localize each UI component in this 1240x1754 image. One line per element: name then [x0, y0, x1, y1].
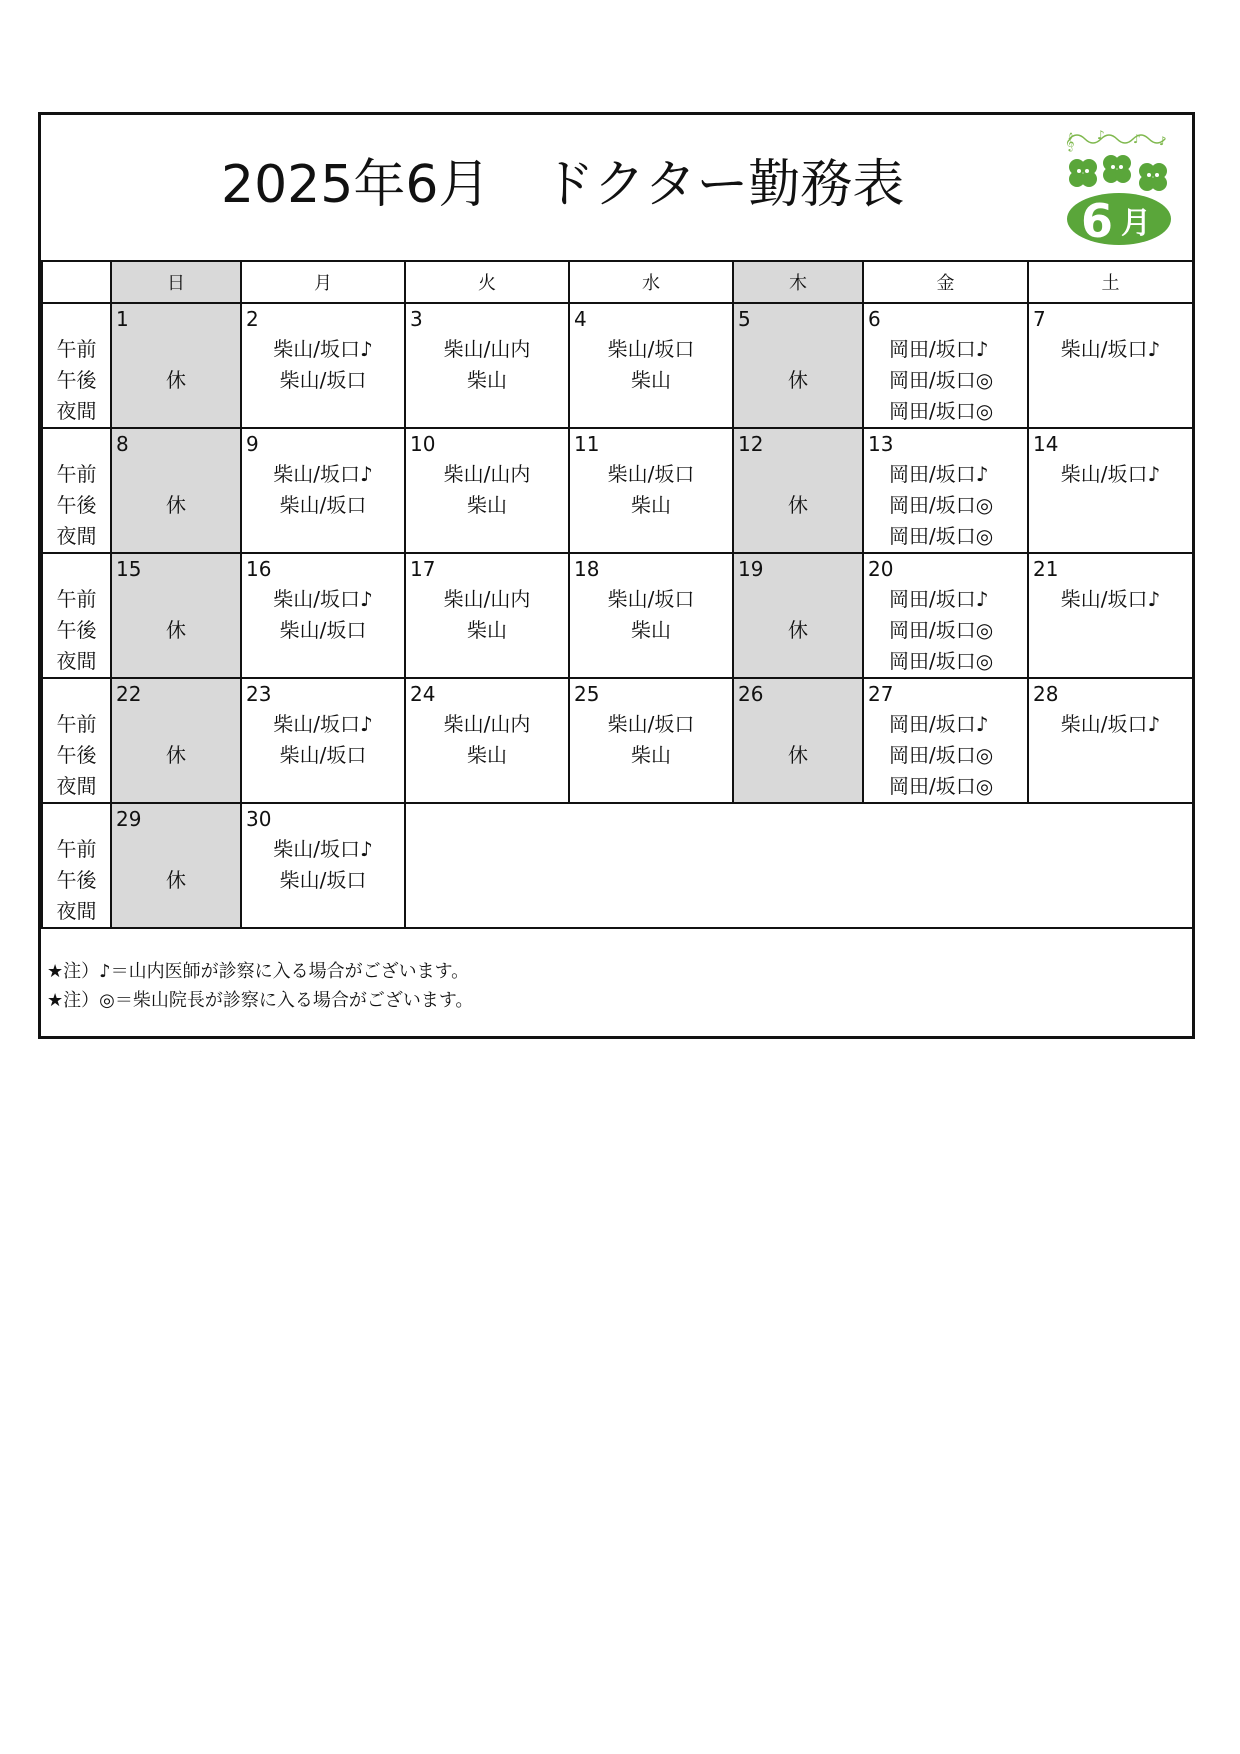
day-number: 3 — [410, 307, 423, 331]
shift-entry — [1029, 646, 1192, 677]
shift-entry: 岡田/坂口♪ — [889, 337, 989, 361]
shift-entry: 柴山/坂口♪ — [273, 712, 373, 736]
week-row — [42, 303, 1193, 428]
empty-cell — [405, 803, 1193, 928]
shift-entry — [112, 646, 240, 677]
shift-entry: 柴山/山内 — [443, 462, 531, 486]
day-cell — [733, 678, 863, 803]
slot-label: 夜間 — [56, 774, 97, 798]
shift-entry: 岡田/坂口◎ — [889, 493, 994, 517]
shift-entry — [112, 771, 240, 802]
shift-entry: 柴山/坂口♪ — [1060, 462, 1161, 486]
day-cell — [1028, 428, 1193, 553]
day-cell — [111, 553, 241, 678]
shift-entry: 柴山/坂口♪ — [1060, 337, 1161, 361]
day-number: 4 — [574, 307, 587, 331]
shift-entry: 柴山/山内 — [443, 712, 531, 736]
slot-label: 午前 — [56, 462, 97, 486]
shift-entry — [570, 771, 732, 802]
weekday-header: 土 — [1028, 261, 1193, 303]
day-cell — [863, 553, 1028, 678]
slot-label: 午後 — [56, 868, 97, 892]
day-cell — [569, 678, 733, 803]
week-row — [42, 553, 1193, 678]
day-number: 5 — [738, 307, 751, 331]
shift-entry: 岡田/坂口◎ — [889, 774, 994, 798]
shift-entry: 岡田/坂口◎ — [889, 649, 994, 673]
shift-entry — [1029, 771, 1192, 802]
shift-entry: 岡田/坂口♪ — [889, 587, 989, 611]
slot-label: 午前 — [56, 837, 97, 861]
day-number: 30 — [246, 807, 272, 831]
day-cell — [241, 428, 405, 553]
shift-entry — [242, 771, 404, 802]
shift-entry: 柴山/坂口♪ — [273, 462, 373, 486]
slot-labels — [42, 428, 111, 553]
badge-number: 6 — [1081, 194, 1114, 247]
day-cell — [733, 553, 863, 678]
shift-entry — [112, 459, 240, 490]
shift-entry — [112, 334, 240, 365]
slot-label: 夜間 — [56, 899, 97, 923]
shift-entry — [1029, 740, 1192, 771]
shift-entry — [242, 646, 404, 677]
shift-entry — [1029, 490, 1192, 521]
svg-text:♪: ♪ — [1097, 128, 1105, 142]
day-cell — [111, 303, 241, 428]
weekday-header: 木 — [733, 261, 863, 303]
svg-text:𝄞: 𝄞 — [1065, 132, 1075, 151]
shift-entry: 休 — [788, 493, 808, 517]
day-number: 16 — [246, 557, 272, 581]
weekday-header: 日 — [111, 261, 241, 303]
slot-labels — [42, 803, 111, 928]
day-cell — [241, 303, 405, 428]
day-number: 25 — [574, 682, 600, 706]
calendar-table — [41, 260, 1194, 929]
day-cell — [1028, 678, 1193, 803]
shift-entry: 柴山/山内 — [443, 587, 531, 611]
day-cell — [733, 303, 863, 428]
shift-entry: 柴山/山内 — [443, 337, 531, 361]
day-cell — [569, 303, 733, 428]
day-number: 8 — [116, 432, 129, 456]
shift-entry — [734, 584, 862, 615]
day-cell — [241, 678, 405, 803]
slot-label: 午後 — [56, 618, 97, 642]
day-number: 26 — [738, 682, 764, 706]
slot-label: 午前 — [56, 587, 97, 611]
day-cell — [241, 553, 405, 678]
slot-label: 夜間 — [56, 524, 97, 548]
shift-entry: 柴山/坂口♪ — [1060, 712, 1161, 736]
shift-entry — [242, 521, 404, 552]
day-number: 6 — [868, 307, 881, 331]
shift-entry — [1029, 396, 1192, 427]
shift-entry: 柴山/坂口 — [279, 618, 367, 642]
shift-entry: 休 — [166, 618, 186, 642]
header — [41, 115, 1192, 260]
shift-entry: 休 — [788, 368, 808, 392]
day-cell — [111, 803, 241, 928]
shift-entry: 休 — [166, 743, 186, 767]
note-line: ★注）◎＝柴山院長が診察に入る場合がございます。 — [47, 990, 474, 1011]
shift-entry — [734, 334, 862, 365]
day-cell — [569, 428, 733, 553]
shift-entry — [570, 396, 732, 427]
day-cell — [405, 303, 569, 428]
shift-entry — [406, 521, 568, 552]
day-number: 28 — [1033, 682, 1059, 706]
shift-entry: 柴山/坂口 — [607, 712, 695, 736]
shift-entry — [1029, 365, 1192, 396]
shift-entry — [112, 709, 240, 740]
shift-entry — [406, 646, 568, 677]
shift-entry — [570, 646, 732, 677]
shift-entry: 岡田/坂口♪ — [889, 462, 989, 486]
shift-entry — [1029, 521, 1192, 552]
day-cell — [733, 428, 863, 553]
page-title: 2025年6月 ドクター勤務表 — [221, 155, 905, 215]
shift-entry: 岡田/坂口◎ — [889, 618, 994, 642]
day-number: 29 — [116, 807, 142, 831]
day-cell — [405, 553, 569, 678]
day-number: 14 — [1033, 432, 1059, 456]
schedule-sheet — [38, 112, 1195, 1039]
day-number: 20 — [868, 557, 894, 581]
shift-entry — [406, 771, 568, 802]
shift-entry: 休 — [166, 493, 186, 517]
weekday-header: 金 — [863, 261, 1028, 303]
shift-entry — [112, 834, 240, 865]
day-cell — [863, 428, 1028, 553]
slot-label: 夜間 — [56, 649, 97, 673]
slot-labels — [42, 553, 111, 678]
weekday-header-row — [42, 261, 1193, 303]
badge-month: 月 — [1121, 206, 1151, 241]
shift-entry: 柴山 — [631, 368, 671, 392]
shift-entry — [570, 521, 732, 552]
shift-entry: 岡田/坂口◎ — [889, 368, 994, 392]
day-cell — [863, 303, 1028, 428]
day-number: 10 — [410, 432, 436, 456]
shift-entry: 休 — [788, 618, 808, 642]
shift-entry: 柴山 — [467, 743, 507, 767]
week-row — [42, 678, 1193, 803]
shift-entry — [734, 646, 862, 677]
day-cell — [863, 678, 1028, 803]
shift-entry: 柴山/坂口 — [607, 587, 695, 611]
shift-entry — [112, 396, 240, 427]
day-number: 21 — [1033, 557, 1059, 581]
day-number: 2 — [246, 307, 259, 331]
shift-entry: 柴山/坂口♪ — [273, 837, 373, 861]
day-cell — [569, 553, 733, 678]
day-cell — [241, 803, 405, 928]
weekday-header: 月 — [241, 261, 405, 303]
day-number: 9 — [246, 432, 259, 456]
day-number: 23 — [246, 682, 272, 706]
slot-label: 夜間 — [56, 399, 97, 423]
day-number: 13 — [868, 432, 894, 456]
shift-entry — [734, 771, 862, 802]
shift-entry — [1029, 615, 1192, 646]
day-cell — [111, 428, 241, 553]
shift-entry: 柴山/坂口 — [607, 462, 695, 486]
shift-entry: 柴山 — [631, 618, 671, 642]
shift-entry: 岡田/坂口◎ — [889, 524, 994, 548]
frog-clover-music-icon — [1059, 125, 1179, 247]
slot-labels — [42, 303, 111, 428]
shift-entry: 休 — [788, 743, 808, 767]
shift-entry: 柴山/坂口 — [279, 368, 367, 392]
slot-label: 午後 — [56, 743, 97, 767]
shift-entry — [734, 709, 862, 740]
shift-entry — [734, 521, 862, 552]
slot-label: 午後 — [56, 493, 97, 517]
shift-entry: 柴山 — [467, 618, 507, 642]
shift-entry — [112, 521, 240, 552]
shift-entry: 岡田/坂口◎ — [889, 743, 994, 767]
shift-entry: 休 — [166, 868, 186, 892]
shift-entry: 柴山/坂口♪ — [273, 337, 373, 361]
day-number: 1 — [116, 307, 129, 331]
shift-entry — [734, 459, 862, 490]
shift-entry: 柴山/坂口 — [279, 493, 367, 517]
shift-entry: 柴山/坂口♪ — [273, 587, 373, 611]
day-cell — [1028, 303, 1193, 428]
svg-text:♪: ♪ — [1133, 132, 1141, 146]
shift-entry — [406, 396, 568, 427]
day-number: 27 — [868, 682, 894, 706]
slot-labels — [42, 678, 111, 803]
day-number: 12 — [738, 432, 764, 456]
day-cell — [405, 428, 569, 553]
shift-entry: 柴山/坂口♪ — [1060, 587, 1161, 611]
day-number: 22 — [116, 682, 142, 706]
svg-text:♪: ♪ — [1159, 134, 1167, 148]
day-cell — [111, 678, 241, 803]
shift-entry — [242, 396, 404, 427]
day-number: 17 — [410, 557, 436, 581]
note-line: ★注）♪＝山内医師が診察に入る場合がございます。 — [47, 961, 470, 982]
shift-entry: 柴山/坂口 — [607, 337, 695, 361]
notes-section — [41, 922, 1192, 1036]
day-cell — [1028, 553, 1193, 678]
week-row — [42, 803, 1193, 928]
day-number: 24 — [410, 682, 436, 706]
shift-entry: 柴山 — [467, 493, 507, 517]
day-number: 19 — [738, 557, 764, 581]
shift-entry: 柴山 — [631, 743, 671, 767]
slot-label: 午前 — [56, 712, 97, 736]
slot-label: 午後 — [56, 368, 97, 392]
slot-label: 午前 — [56, 337, 97, 361]
shift-entry: 柴山/坂口 — [279, 868, 367, 892]
shift-entry — [112, 584, 240, 615]
day-cell — [405, 678, 569, 803]
shift-entry: 柴山 — [467, 368, 507, 392]
corner-cell — [42, 261, 111, 303]
day-number: 15 — [116, 557, 142, 581]
shift-entry: 休 — [166, 368, 186, 392]
week-row — [42, 428, 1193, 553]
weekday-header: 水 — [569, 261, 733, 303]
day-number: 11 — [574, 432, 600, 456]
weekday-header: 火 — [405, 261, 569, 303]
day-number: 18 — [574, 557, 600, 581]
shift-entry: 柴山 — [631, 493, 671, 517]
day-number: 7 — [1033, 307, 1046, 331]
shift-entry — [734, 396, 862, 427]
shift-entry: 岡田/坂口♪ — [889, 712, 989, 736]
shift-entry: 柴山/坂口 — [279, 743, 367, 767]
shift-entry: 岡田/坂口◎ — [889, 399, 994, 423]
